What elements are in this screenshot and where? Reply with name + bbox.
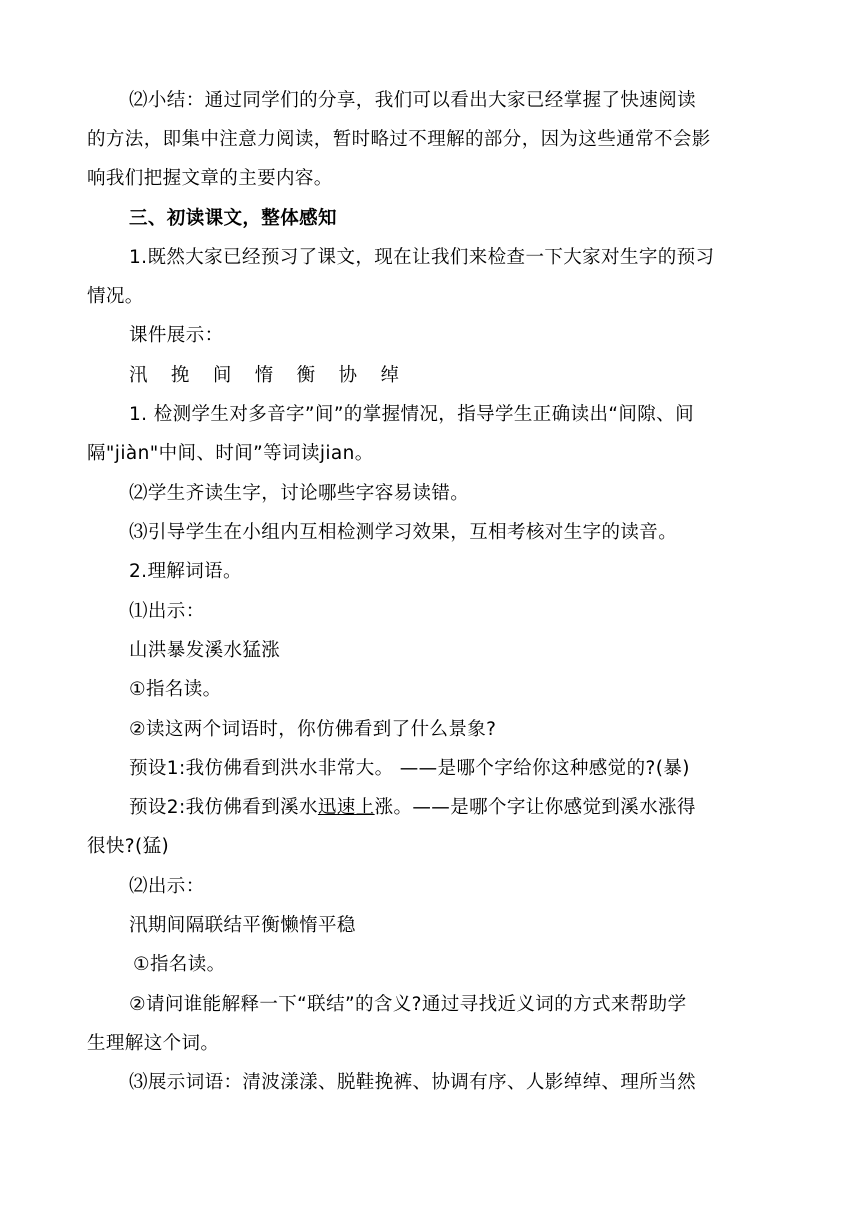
new-character: 衡 <box>296 365 316 386</box>
polyphone-check-line-1: 1. 检测学生对多音字”间”的掌握情况，指导学生正确读出“间隙、间 <box>129 404 694 425</box>
new-characters-row <box>129 364 422 388</box>
words-group-2: 汛期间隔联结平衡懒惰平稳 <box>129 915 356 936</box>
show-2-label: ⑵出示： <box>129 876 205 897</box>
words-group-1: 山洪暴发溪水猛涨 <box>129 640 281 661</box>
preset-2-text-a: 预设2:我仿佛看到溪水 <box>129 797 318 818</box>
summary-line-2: 的方法，即集中注意力阅读，暂时略过不理解的部分，因为这些通常不会影 <box>87 129 711 150</box>
preset-1: 预设1:我仿佛看到洪水非常大。 ——是哪个字给你这种感觉的?(暴) <box>129 758 690 779</box>
new-character: 惰 <box>254 365 274 386</box>
paragraph-1-line-2: 情况。 <box>87 286 144 307</box>
question-2-line-1: ②请问谁能解释一下“联结”的含义?通过寻找近义词的方式来帮助学 <box>129 994 687 1015</box>
summary-line-3: 响我们把握文章的主要内容。 <box>87 168 333 189</box>
question-1: ②读这两个词语时，你仿佛看到了什么景象? <box>129 719 497 740</box>
courseware-label: 课件展示： <box>129 325 224 346</box>
summary-line-1: ⑵小结：通过同学们的分享，我们可以看出大家已经掌握了快速阅读 <box>129 90 697 111</box>
understand-words-heading: 2.理解词语。 <box>129 561 242 582</box>
preset-2-text-b: 涨。——是哪个字让你感觉到溪水涨得 <box>374 797 696 818</box>
preset-2-underlined-text: 迅速上 <box>317 797 375 818</box>
paragraph-1-line-1: 1.既然大家已经预习了课文，现在让我们来检查一下大家对生字的预习 <box>129 247 715 268</box>
new-character: 绰 <box>380 365 400 386</box>
read-together-line: ⑵学生齐读生字，讨论哪些字容易读错。 <box>129 483 470 504</box>
preset-2-line-1 <box>129 796 696 820</box>
show-1-label: ⑴出示： <box>129 601 205 622</box>
preset-2-line-2: 很快?(猛) <box>87 836 170 857</box>
new-character: 间 <box>212 365 232 386</box>
question-2-line-2: 生理解这个词。 <box>87 1033 220 1054</box>
new-character: 协 <box>338 365 358 386</box>
polyphone-check-line-2: 隔"jiàn"中间、时间”等词读jian。 <box>87 443 374 464</box>
section-3-heading: 三、初读课文，整体感知 <box>129 208 337 229</box>
new-character: 汛 <box>129 365 148 386</box>
new-character: 挽 <box>170 365 190 386</box>
show-3-words: ⑶展示词语：清波漾漾、脱鞋挽裤、协调有序、人影绰绰、理所当然 <box>129 1072 697 1093</box>
named-read-1: ①指名读。 <box>129 679 222 700</box>
named-read-2: ①指名读。 <box>133 954 226 975</box>
group-check-line: ⑶引导学生在小组内互相检测学习效果，互相考核对生字的读音。 <box>129 522 678 543</box>
